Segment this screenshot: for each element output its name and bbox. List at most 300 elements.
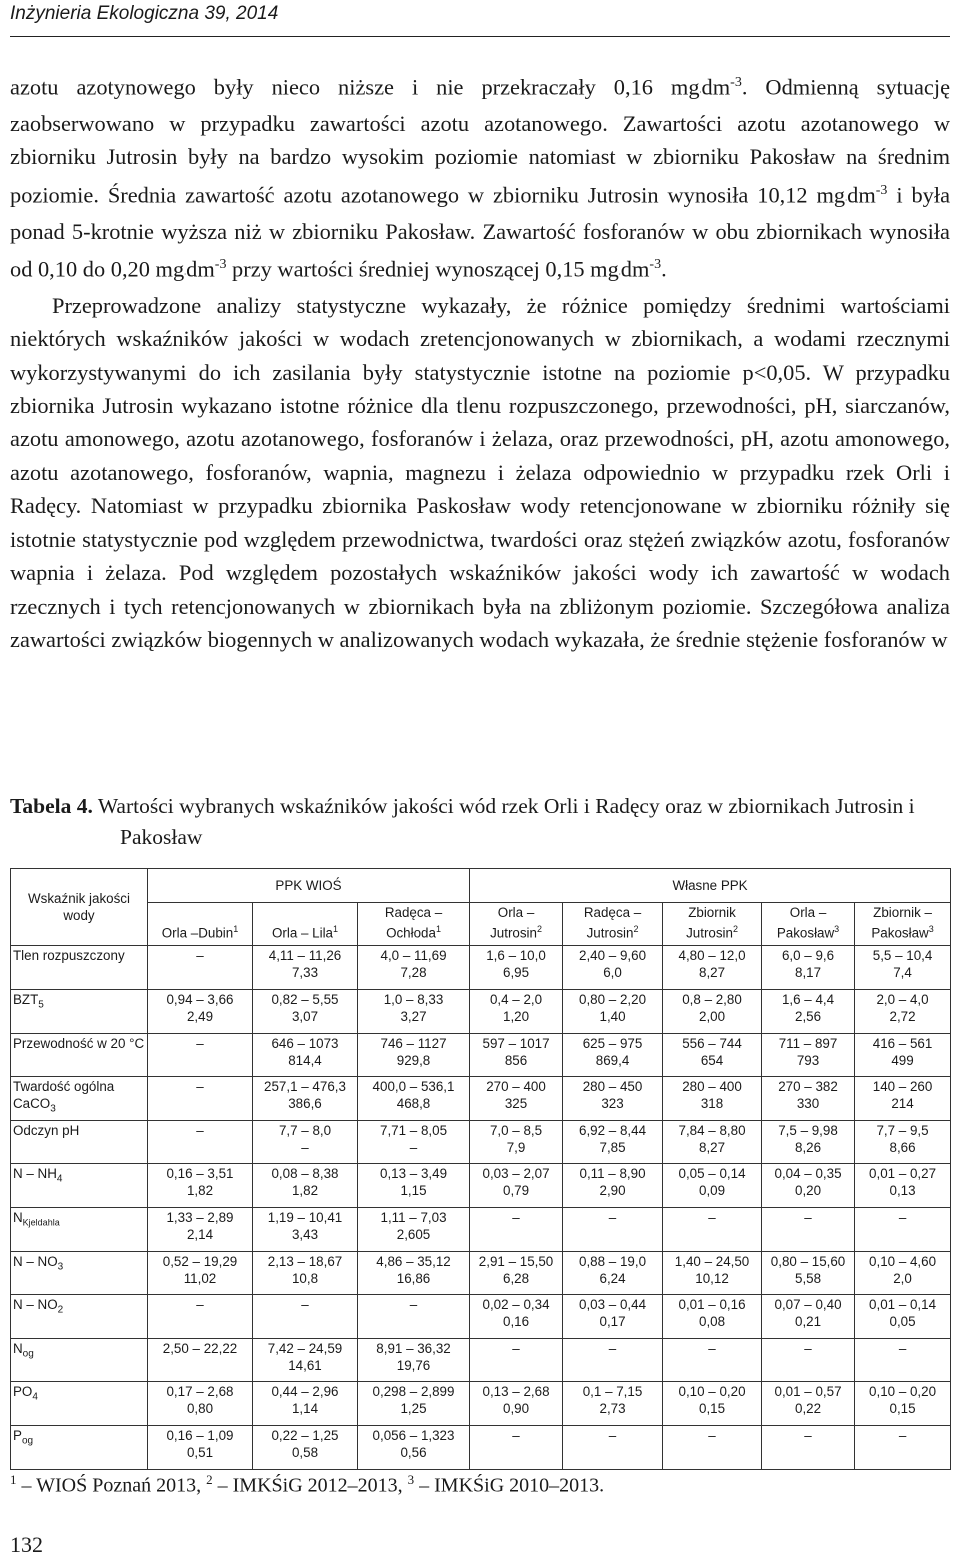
cell-mean: 0,80 <box>186 1401 214 1417</box>
data-table <box>10 868 951 1470</box>
table-cell <box>855 1033 951 1077</box>
cell-mean: 3,27 <box>400 1009 427 1025</box>
column-header-source: 3 <box>928 924 934 934</box>
column-header-label: Radęca – Jutrosin <box>583 905 642 941</box>
cell-mean: 2,72 <box>889 1009 916 1025</box>
column-header <box>253 903 358 946</box>
cell-range: 0,16 – 1,09 <box>166 1428 234 1443</box>
cell-range: 0,056 – 1,323 <box>372 1428 455 1443</box>
table-row <box>11 1338 951 1382</box>
table-cell <box>253 1164 358 1208</box>
cell-mean: 0,17 <box>599 1314 626 1330</box>
cell-range: – <box>804 1428 812 1443</box>
table-cell <box>358 1077 470 1121</box>
cell-range: – <box>608 1340 617 1356</box>
cell-range: 0,01 – 0,57 <box>774 1384 842 1400</box>
cell-range: 280 – 400 <box>682 1079 742 1095</box>
table-cell <box>563 1295 663 1339</box>
row-label <box>11 1382 148 1426</box>
cell-range: 1,0 – 8,33 <box>383 992 444 1008</box>
cell-range: 746 – 1127 <box>380 1035 447 1051</box>
cell-mean: – <box>301 1139 309 1155</box>
cell-mean: 2,14 <box>186 1227 214 1243</box>
cell-range: 7,7 – 9,5 <box>876 1122 929 1138</box>
table-cell <box>470 1426 563 1470</box>
cell-range: 4,11 – 11,26 <box>268 948 342 964</box>
table-cell <box>855 946 951 990</box>
cell-mean: 318 <box>700 1096 724 1112</box>
cell-mean: 14,61 <box>288 1357 322 1373</box>
cell-mean: 11,02 <box>183 1270 217 1286</box>
footnote-mark: 2 <box>206 1472 213 1487</box>
row-label <box>11 1251 148 1295</box>
cell-range: 6,92 – 8,44 <box>579 1122 647 1138</box>
table-cell <box>253 990 358 1034</box>
cell-range: 556 – 744 <box>682 1035 742 1051</box>
table-cell <box>358 990 470 1034</box>
table-cell <box>855 1251 951 1295</box>
row-label <box>11 1120 148 1164</box>
cell-mean: 1,82 <box>291 1183 319 1199</box>
cell-range: – <box>196 948 204 964</box>
table-cell <box>855 1382 951 1426</box>
table-cell <box>148 1120 253 1164</box>
table-cell <box>663 990 762 1034</box>
cell-range: 0,11 – 8,90 <box>579 1166 646 1182</box>
cell-mean: 16,86 <box>396 1270 431 1286</box>
cell-mean: 7,33 <box>291 965 319 981</box>
cell-range: 4,0 – 11,69 <box>380 948 447 964</box>
cell-range: – <box>196 1079 204 1095</box>
cell-range: 0,16 – 3,51 <box>166 1166 234 1182</box>
table-cell <box>148 1033 253 1077</box>
table-cell <box>148 1164 253 1208</box>
cell-mean: 10,8 <box>291 1270 319 1286</box>
table-cell <box>148 1338 253 1382</box>
superscript: -3 <box>649 256 662 272</box>
cell-mean: 0,56 <box>400 1445 427 1460</box>
cell-range: 0,44 – 2,96 <box>271 1384 339 1400</box>
table-cell <box>253 1426 358 1470</box>
corner-header: Wskaźnik jakości wody <box>11 869 148 946</box>
cell-range: 597 – 1017 <box>482 1035 550 1051</box>
table-cell <box>855 1208 951 1252</box>
cell-mean: 1,40 <box>599 1009 626 1025</box>
cell-range: – <box>608 1210 617 1226</box>
header-rule <box>10 36 950 37</box>
cell-mean: 0,79 <box>503 1183 530 1199</box>
table-cell <box>470 1033 563 1077</box>
table-cell <box>358 946 470 990</box>
row-label-text: N – NO <box>13 1253 58 1269</box>
cell-mean: 0,21 <box>795 1314 822 1330</box>
table-row <box>11 1426 951 1470</box>
cell-range: 2,91 – 15,50 <box>478 1253 554 1269</box>
cell-range: 0,08 – 8,38 <box>271 1166 339 1182</box>
row-label-text: P <box>13 1428 22 1443</box>
table-cell <box>563 1382 663 1426</box>
table-cell <box>358 1251 470 1295</box>
table-cell <box>358 1295 470 1339</box>
cell-mean: 0,13 <box>889 1183 916 1199</box>
column-header-source: 1 <box>435 924 441 934</box>
cell-range: 625 – 975 <box>582 1035 643 1051</box>
table-cell <box>663 1033 762 1077</box>
table-row <box>11 1295 951 1339</box>
cell-range: 1,6 – 10,0 <box>486 948 546 964</box>
cell-range: 2,50 – 22,22 <box>162 1340 238 1356</box>
cell-mean: 0,15 <box>699 1401 726 1417</box>
table-cell <box>762 1033 855 1077</box>
table-cell <box>855 1338 951 1382</box>
cell-mean: 325 <box>504 1096 528 1112</box>
footnote-mark: 3 <box>407 1472 415 1487</box>
cell-mean: 8,66 <box>889 1139 916 1155</box>
column-header-label: Orla – Jutrosin <box>490 905 537 941</box>
table-row <box>11 1164 951 1208</box>
table-cell <box>358 1338 470 1382</box>
cell-mean: 0,15 <box>889 1401 916 1417</box>
table-cell <box>253 946 358 990</box>
cell-range: 7,0 – 8,5 <box>489 1122 543 1138</box>
text-run: dm <box>620 256 650 282</box>
cell-mean: 7,4 <box>893 965 912 981</box>
table-cell <box>148 1295 253 1339</box>
table-cell <box>663 1120 762 1164</box>
table-cell <box>253 1033 358 1077</box>
row-label <box>11 1338 148 1382</box>
table-cell <box>762 1077 855 1121</box>
cell-mean: 654 <box>700 1052 724 1068</box>
cell-range: 0,88 – 19,0 <box>579 1253 647 1269</box>
table-cell <box>762 1382 855 1426</box>
text-run: . <box>661 256 667 282</box>
cell-mean: 1,25 <box>400 1401 427 1417</box>
row-label-subscript: Kjeldahla <box>22 1217 60 1228</box>
cell-range: – <box>196 1035 204 1051</box>
cell-mean: 330 <box>796 1096 820 1112</box>
cell-range: 1,6 – 4,4 <box>781 992 835 1008</box>
column-header <box>663 903 762 946</box>
cell-range: 270 – 382 <box>778 1079 838 1095</box>
table-cell <box>253 1077 358 1121</box>
superscript: -3 <box>730 75 742 90</box>
table-cell <box>148 1251 253 1295</box>
table-cell <box>855 1164 951 1208</box>
table-cell <box>358 1033 470 1077</box>
cell-range: 8,91 – 36,32 <box>376 1340 451 1356</box>
table-cell <box>663 1208 762 1252</box>
text-run: przy wartości średniej wynoszącej 0,15 mg <box>226 256 619 282</box>
cell-range: 0,4 – 2,0 <box>489 992 543 1008</box>
cell-range: 0,82 – 5,55 <box>271 992 339 1008</box>
row-label-text: PO <box>13 1384 33 1400</box>
cell-mean: 7,9 <box>506 1139 526 1155</box>
cell-range: 711 – 897 <box>778 1035 838 1051</box>
cell-mean: 6,28 <box>503 1270 530 1286</box>
footnote-text: – IMKŚiG 2012–2013, <box>212 1474 408 1497</box>
cell-mean: 6,24 <box>599 1270 626 1286</box>
table-row <box>11 1251 951 1295</box>
cell-range: – <box>512 1210 520 1226</box>
table-cell <box>470 1077 563 1121</box>
cell-range: 1,19 – 10,41 <box>267 1210 343 1226</box>
table-cell <box>762 1120 855 1164</box>
table-row <box>11 1208 951 1252</box>
cell-range: 7,7 – 8,0 <box>278 1122 332 1138</box>
table-cell <box>148 990 253 1034</box>
cell-mean: 0,09 <box>699 1183 726 1199</box>
cell-range: 0,10 – 4,60 <box>869 1253 937 1269</box>
cell-range: – <box>804 1340 812 1356</box>
table-cell <box>855 1295 951 1339</box>
table-cell <box>762 990 855 1034</box>
cell-mean: 8,27 <box>699 1139 726 1155</box>
cell-range: 0,10 – 0,20 <box>869 1384 937 1400</box>
caption-label: Tabela 4. <box>10 794 93 818</box>
cell-range: 2,13 – 18,67 <box>267 1253 343 1269</box>
cell-mean: 1,82 <box>186 1183 214 1199</box>
table-cell <box>563 1426 663 1470</box>
cell-range: 7,42 – 24,59 <box>267 1340 343 1356</box>
cell-range: 0,01 – 0,16 <box>678 1297 746 1313</box>
cell-range: – <box>512 1428 520 1443</box>
paragraph-1: azotu azotynowego były nieco niższe i nie przekraczały 0,16 $mg^.dm^{-3}$. Odmienną sytuację zaobserwowano w przypadku zawartości azotu azotanowego. Zawartości azotu azotanowego w zbiorniku Jutrosin były na bardzo wysokim poziomie natomiast w zbiorniku Pakosław na średnim poziomie. Średnia zawartość azotu azotanowego w zbiorniku Jutrosin wynosiła 10,12 $mg^.dm^{-3}$ i była ponad 5-krotnie wyższa niż w zbiorniku Pakosław. Zawartość fosforanów w obu zbiornikach wynosiła od 0,10 do 0,20 $mg^.dm^{-3}$ przy wartości średniej wynoszącej 0,15 $mg^.dm^{-3}$. <box>10 74 951 282</box>
cell-mean: 5,58 <box>795 1270 822 1286</box>
cell-mean: 7,85 <box>599 1139 626 1155</box>
cell-range: 0,01 – 0,27 <box>869 1166 937 1182</box>
row-label <box>11 1164 148 1208</box>
row-label-subscript: 3 <box>57 1261 64 1273</box>
table-cell <box>470 990 563 1034</box>
cell-range: 0,80 – 15,60 <box>770 1253 846 1269</box>
cell-mean: 2,90 <box>599 1183 626 1199</box>
cell-mean: 814,4 <box>288 1052 322 1068</box>
cell-mean: 3,43 <box>291 1227 319 1243</box>
cell-mean: 468,8 <box>396 1096 431 1112</box>
table-row <box>11 1077 951 1121</box>
cell-range: – <box>409 1297 418 1313</box>
column-header <box>762 903 855 946</box>
cell-range: 0,05 – 0,14 <box>678 1166 746 1182</box>
caption-text: Wartości wybranych wskaźników jakości wód rzek Orli i Radęcy oraz w zbiornikach Jutrosin i Pakosław <box>92 794 915 849</box>
cell-range: 0,22 – 1,25 <box>271 1428 339 1443</box>
cell-mean: 0,08 <box>699 1314 726 1330</box>
cell-mean: 929,8 <box>396 1052 431 1068</box>
cell-range: – <box>196 1122 204 1138</box>
column-header <box>563 903 663 946</box>
table-cell <box>855 1077 951 1121</box>
table-cell <box>253 1120 358 1164</box>
table-cell <box>148 1426 253 1470</box>
cell-mean: 499 <box>891 1052 914 1068</box>
table-cell <box>663 1382 762 1426</box>
row-label-subscript: 4 <box>32 1392 38 1404</box>
cell-range: 7,5 – 9,98 <box>778 1122 838 1138</box>
row-label-subscript: og <box>22 1348 34 1360</box>
table-cell <box>762 1338 855 1382</box>
table-cell <box>470 1382 563 1426</box>
column-header <box>148 903 253 946</box>
table-row <box>11 946 951 990</box>
footnote <box>10 1472 604 1498</box>
column-header-label: Orla – Lila <box>271 925 333 941</box>
row-label-text: Odczyn pH <box>13 1122 80 1138</box>
cell-range: 0,1 – 7,15 <box>582 1384 643 1400</box>
cell-mean: 0,05 <box>889 1314 916 1330</box>
row-label <box>11 990 148 1034</box>
column-header-source: 2 <box>732 924 738 934</box>
cell-mean: 6,0 <box>603 965 622 981</box>
row-label-text: N – NO <box>13 1297 58 1313</box>
table-cell <box>663 946 762 990</box>
group-header-ppk: PPK WIOŚ <box>148 869 470 903</box>
footnote-text: – WIOŚ Poznań 2013, <box>16 1474 207 1497</box>
cell-range: 0,10 – 0,20 <box>678 1384 746 1400</box>
cell-mean: 1,15 <box>400 1183 427 1199</box>
table-cell <box>148 1382 253 1426</box>
table-cell <box>762 1295 855 1339</box>
table-cell <box>663 1077 762 1121</box>
table-cell <box>855 1120 951 1164</box>
cell-range: 0,8 – 2,80 <box>682 992 742 1008</box>
cell-mean: 386,6 <box>288 1096 322 1112</box>
row-label-text: Tlen rozpuszczony <box>13 948 125 964</box>
cell-range: 6,0 – 9,6 <box>781 948 835 964</box>
cell-range: – <box>708 1340 716 1356</box>
cell-range: – <box>708 1428 716 1443</box>
table-cell <box>762 1164 855 1208</box>
column-header-label: Radęca – Ochłoda <box>384 905 443 941</box>
column-header <box>470 903 563 946</box>
table-cell <box>855 1426 951 1470</box>
cell-mean: 0,58 <box>291 1445 319 1460</box>
cell-range: 140 – 260 <box>872 1079 933 1095</box>
row-label-subscript: 3 <box>50 1103 56 1115</box>
table-cell <box>563 1120 663 1164</box>
table-cell <box>563 1164 663 1208</box>
row-label <box>11 946 148 990</box>
table-cell <box>358 1120 470 1164</box>
cell-range: 2,40 – 9,60 <box>579 948 647 964</box>
cell-range: 0,17 – 2,68 <box>166 1384 234 1400</box>
superscript: -3 <box>875 182 888 198</box>
cell-mean: 323 <box>601 1096 624 1112</box>
table-cell <box>563 946 663 990</box>
column-header-label: Orla – Pakosław <box>776 905 835 941</box>
table-row <box>11 1033 951 1077</box>
row-label-text: BZT <box>13 992 39 1008</box>
cell-mean: 869,4 <box>595 1052 630 1068</box>
row-label-text: N – NH <box>13 1166 57 1182</box>
footnote-text: – IMKŚiG 2010–2013. <box>414 1474 605 1497</box>
group-header-own: Własne PPK <box>470 869 951 903</box>
cell-mean: 793 <box>796 1052 820 1068</box>
row-label <box>11 1295 148 1339</box>
table-container <box>10 868 950 1468</box>
text-run: i była ponad 5-krotnie wyższa niż w zbiorniku Pakosław. Zawartość fosforanów w obu zbiornikach wynosiła od 0,10 do 0,20 mg <box>10 182 951 282</box>
cell-range: 1,40 – 24,50 <box>674 1253 750 1269</box>
cell-mean: 2,0 <box>893 1270 912 1286</box>
table-cell <box>470 1338 563 1382</box>
cell-range: 0,03 – 0,44 <box>579 1297 647 1313</box>
cell-mean: 8,26 <box>795 1139 822 1155</box>
cell-mean: 8,27 <box>699 965 726 981</box>
table-cell <box>470 946 563 990</box>
cell-mean: 2,00 <box>699 1009 726 1025</box>
table-cell <box>663 1338 762 1382</box>
cell-mean: 0,20 <box>795 1183 822 1199</box>
table-cell <box>663 1426 762 1470</box>
table-cell <box>470 1120 563 1164</box>
table-cell <box>253 1251 358 1295</box>
table-row <box>11 1382 951 1426</box>
cell-mean: 0,51 <box>186 1445 214 1460</box>
row-label-subscript: 5 <box>38 999 44 1011</box>
cell-mean: 1,20 <box>503 1009 530 1025</box>
cell-range: 7,84 – 8,80 <box>678 1122 746 1138</box>
table-cell <box>358 1208 470 1252</box>
cell-range: 0,13 – 3,49 <box>380 1166 448 1182</box>
cell-mean: 1,14 <box>291 1401 319 1417</box>
column-header-source: 3 <box>834 924 840 934</box>
cell-range: – <box>804 1210 812 1226</box>
cell-range: 2,0 – 4,0 <box>876 992 929 1008</box>
cell-mean: 2,56 <box>795 1009 822 1025</box>
table-cell <box>470 1251 563 1295</box>
row-label-subscript: 2 <box>57 1304 64 1316</box>
table-cell <box>762 1251 855 1295</box>
table-cell <box>663 1295 762 1339</box>
cell-range: 0,298 – 2,899 <box>372 1384 455 1400</box>
cell-mean: 8,17 <box>795 965 822 981</box>
cell-range: 400,0 – 536,1 <box>372 1079 455 1095</box>
table-cell <box>148 946 253 990</box>
table-cell <box>563 1033 663 1077</box>
table-cell <box>253 1382 358 1426</box>
column-header <box>855 903 951 946</box>
cell-range: – <box>898 1428 907 1443</box>
text-run: dm <box>847 182 876 208</box>
cell-range: – <box>301 1297 309 1313</box>
running-head: Inżynieria Ekologiczna 39, 2014 <box>10 3 279 24</box>
table-cell <box>663 1251 762 1295</box>
table-cell <box>470 1208 563 1252</box>
cell-range: 7,71 – 8,05 <box>380 1122 448 1138</box>
cell-mean: 214 <box>891 1096 914 1112</box>
cell-mean: 2,73 <box>599 1401 626 1417</box>
cell-range: 0,02 – 0,34 <box>482 1297 550 1313</box>
cell-range: 0,03 – 2,07 <box>482 1166 550 1182</box>
table-cell <box>762 1426 855 1470</box>
table-cell <box>563 1251 663 1295</box>
cell-range: – <box>512 1340 520 1356</box>
table-cell <box>148 1077 253 1121</box>
text-run: . Odmienną sytuację zaobserwowano w przypadku zawartości azotu azotanowego. Zawartości azotu azotanowego w zbiorniku Jutrosin były na bardzo wysokim poziomie natomiast w zbiorniku Pakosław na średnim poziomie. Średnia zawartość azotu azotanowego w zbiorniku Jutrosin wynosiła 10,12 mg <box>10 74 951 208</box>
cell-mean: 2,605 <box>396 1227 431 1243</box>
cell-mean: 2,49 <box>186 1009 214 1025</box>
table-row <box>11 1120 951 1164</box>
cell-range: 1,11 – 7,03 <box>380 1210 447 1226</box>
cell-range: – <box>898 1340 907 1356</box>
table-cell <box>563 1077 663 1121</box>
row-label <box>11 1077 148 1121</box>
table-cell <box>563 990 663 1034</box>
superscript: -3 <box>214 256 227 272</box>
cell-range: 0,04 – 0,35 <box>774 1166 842 1182</box>
cell-range: 1,33 – 2,89 <box>166 1210 234 1226</box>
cell-range: 0,94 – 3,66 <box>166 992 234 1008</box>
